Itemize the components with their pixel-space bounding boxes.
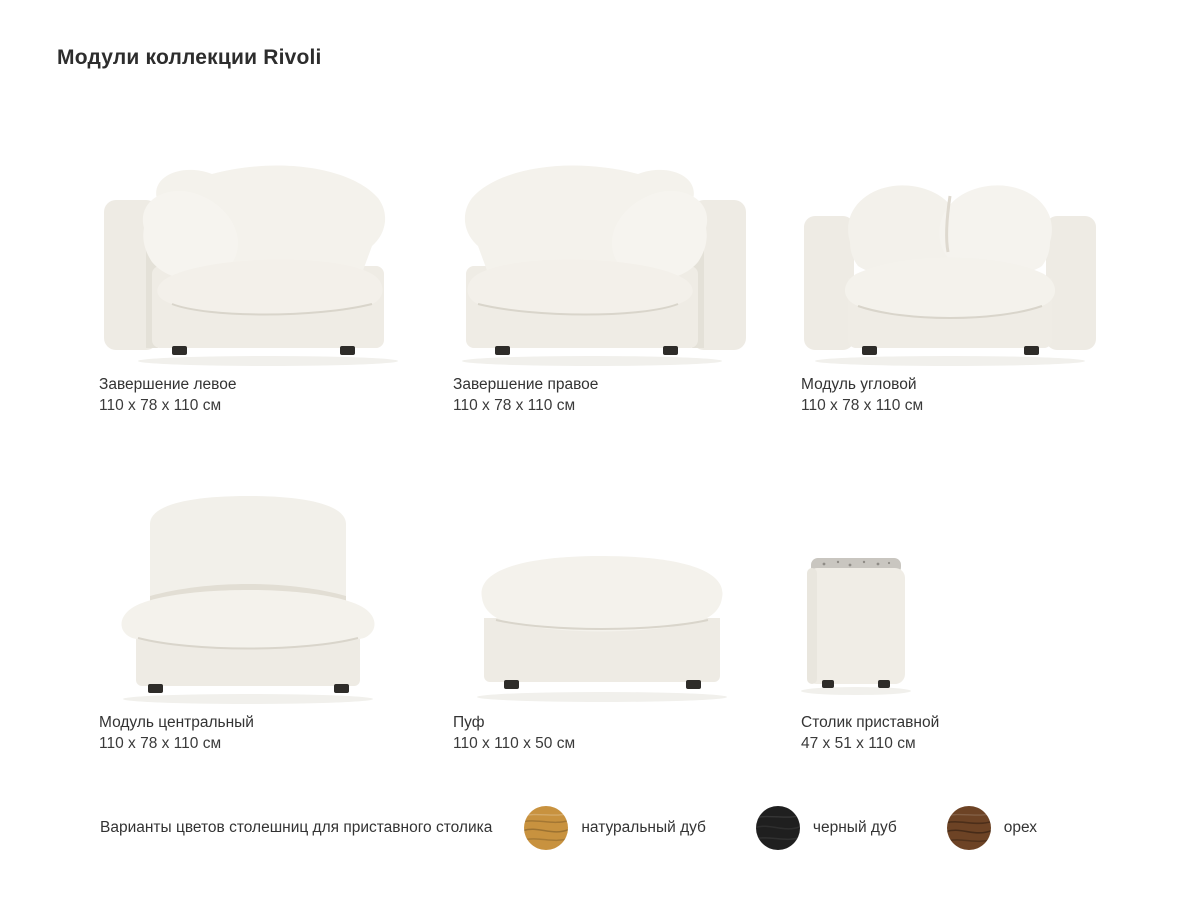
left-end-module-image (88, 140, 408, 370)
product-card-center (88, 478, 408, 754)
black-oak-swatch (756, 806, 800, 850)
center-module-image (88, 478, 408, 708)
page-title: Модули коллекции Rivoli (57, 46, 322, 69)
product-card-pouf (442, 478, 762, 754)
product-name: Завершение правое (453, 376, 599, 393)
product-name: Модуль центральный (99, 714, 254, 731)
legend-label: Варианты цветов столешниц для приставного столика (100, 819, 493, 836)
product-dimensions: 110 x 78 x 110 см (453, 397, 576, 414)
color-option-label: орех (1003, 819, 1038, 836)
product-dimensions: 110 x 110 x 50 см (453, 735, 576, 752)
color-option-natural-oak (524, 806, 706, 850)
product-dimensions: 47 x 51 x 110 см (801, 735, 916, 752)
product-name: Пуф (453, 714, 485, 731)
walnut-swatch (947, 806, 991, 850)
pouf-image (442, 478, 762, 708)
color-option-label: черный дуб (812, 819, 897, 836)
product-name: Столик приставной (801, 714, 940, 731)
product-card-right-end (442, 140, 762, 416)
wood-grain-icon (947, 806, 991, 850)
color-option-walnut (947, 806, 1037, 850)
side-table-image (790, 478, 1110, 708)
right-end-module-image (442, 140, 762, 370)
color-option-label: натуральный дуб (581, 819, 706, 836)
natural-oak-swatch (524, 806, 568, 850)
corner-module-image (790, 140, 1110, 370)
product-card-left-end (88, 140, 408, 416)
product-dimensions: 110 x 78 x 110 см (99, 397, 222, 414)
product-card-side-table (790, 478, 1110, 754)
product-name: Модуль угловой (801, 376, 917, 393)
tabletop-colors-legend (100, 806, 1087, 850)
color-option-black-oak (756, 806, 897, 850)
product-name: Завершение левое (99, 376, 237, 393)
wood-grain-icon (756, 806, 800, 850)
wood-grain-icon (524, 806, 568, 850)
product-dimensions: 110 x 78 x 110 см (801, 397, 924, 414)
product-card-corner (790, 140, 1110, 416)
product-dimensions: 110 x 78 x 110 см (99, 735, 222, 752)
